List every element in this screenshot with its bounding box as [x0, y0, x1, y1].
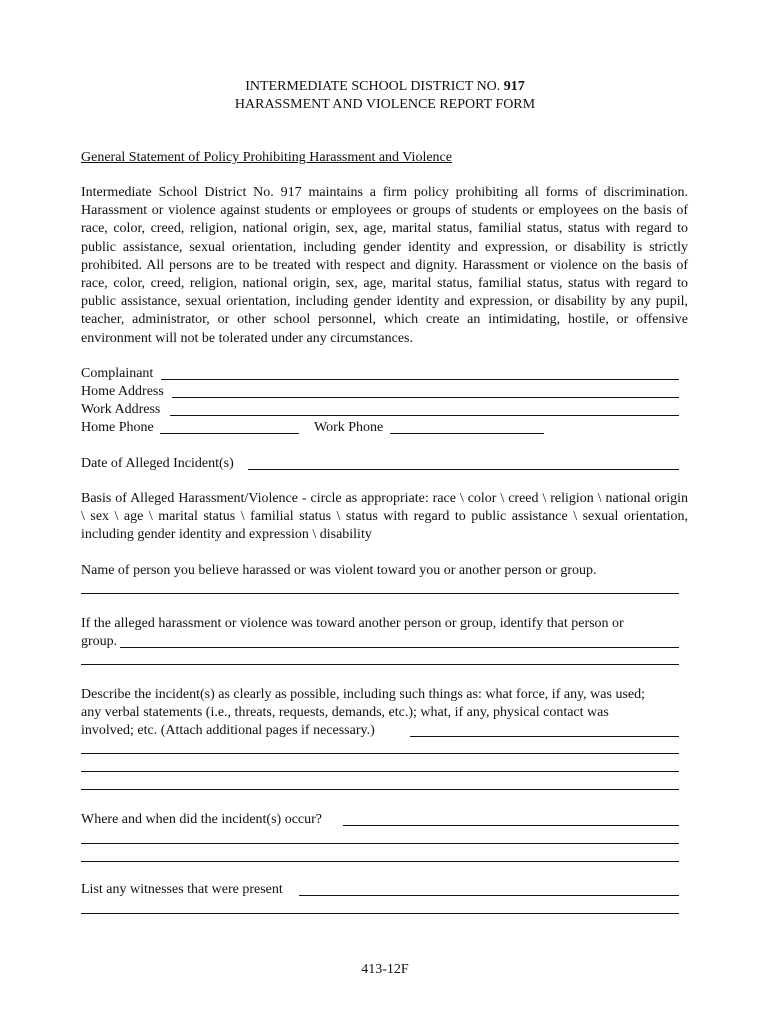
- describe-question-line3: involved; etc. (Attach additional pages if necessary.): [81, 723, 375, 738]
- other-person-field-2[interactable]: [81, 664, 679, 665]
- home-address-label: Home Address: [81, 384, 164, 399]
- work-phone-row: [314, 419, 383, 437]
- other-person-row: [81, 633, 117, 651]
- district-title-prefix: INTERMEDIATE SCHOOL DISTRICT NO.: [245, 79, 501, 94]
- other-person-question-line1: If the alleged harassment or violence was toward another person or group, identify that person or: [81, 616, 624, 631]
- where-when-question: Where and when did the incident(s) occur?: [81, 812, 323, 827]
- home-phone-row: [81, 419, 154, 437]
- basis-question: Basis of Alleged Harassment/Violence - circle as appropriate: race \ color \ creed \ religion \ national origin \ sex \ age \ marital status \ familial status \ status with regard to public assistance \ sexual orientation, including gender identity and expression \ disability: [81, 491, 688, 543]
- witnesses-question: List any witnesses that were present: [81, 882, 283, 897]
- witnesses-field-1[interactable]: [299, 895, 679, 896]
- where-when-row: [81, 811, 322, 829]
- describe-field-3[interactable]: [81, 771, 679, 772]
- work-phone-field[interactable]: [390, 433, 544, 434]
- witnesses-field-2[interactable]: [81, 913, 679, 914]
- describe-field-1[interactable]: [410, 736, 679, 737]
- describe-question-line1: Describe the incident(s) as clearly as possible, including such things as: what force, if any, was used;: [81, 687, 645, 702]
- date-incident-field[interactable]: [248, 469, 679, 470]
- describe-field-4[interactable]: [81, 789, 679, 790]
- name-person-question: Name of person you believe harassed or was violent toward you or another person or group.: [81, 563, 597, 578]
- policy-heading: General Statement of Policy Prohibiting Harassment and Violence: [81, 150, 452, 165]
- form-code: 413-12F: [361, 962, 409, 977]
- date-incident-label: Date of Alleged Incident(s): [81, 456, 234, 471]
- where-when-field-3[interactable]: [81, 861, 679, 862]
- home-phone-label: Home Phone: [81, 420, 154, 435]
- home-address-row: [81, 383, 164, 401]
- where-when-field-1[interactable]: [343, 825, 679, 826]
- work-address-label: Work Address: [81, 402, 161, 417]
- witnesses-row: [81, 881, 283, 899]
- describe-row: [81, 722, 375, 740]
- describe-question-line2: any verbal statements (i.e., threats, requests, demands, etc.); what, if any, physical contact was: [81, 705, 609, 720]
- where-when-field-2[interactable]: [81, 843, 679, 844]
- work-phone-label: Work Phone: [314, 420, 384, 435]
- complainant-label: Complainant: [81, 366, 154, 381]
- district-number: 917: [503, 79, 525, 94]
- form-title: HARASSMENT AND VIOLENCE REPORT FORM: [234, 97, 536, 112]
- complainant-field[interactable]: [161, 379, 679, 380]
- home-phone-field[interactable]: [160, 433, 299, 434]
- district-title: [0, 78, 770, 96]
- work-address-field[interactable]: [170, 415, 679, 416]
- date-incident-row: [81, 455, 234, 473]
- work-address-row: [81, 401, 160, 419]
- policy-statement: Intermediate School District No. 917 maintains a firm policy prohibiting all forms of discrimination. Harassment or violence against students or employees or groups of students or employees on the basis of race, color, creed, religion, national origin, sex, age, marital status, familial status, status with regard to public assistance, sexual orientation, including gender identity and expression, or disability is strictly prohibited. All persons are to be treated with respect and dignity. Harassment or violence on the basis of race, color, creed, religion, national origin, sex, age, marital status, familial status, status with regard to public assistance, sexual orientation, including gender identity and expression, or disability by any pupil, teacher, administrator, or other school personnel, which create an intimidating, hostile, or offensive environment will not be tolerated under any circumstances.: [81, 185, 688, 346]
- name-person-field[interactable]: [81, 593, 679, 594]
- describe-field-2[interactable]: [81, 753, 679, 754]
- other-person-question-line2: group.: [81, 634, 118, 649]
- home-address-field[interactable]: [172, 397, 679, 398]
- other-person-field-1[interactable]: [120, 647, 679, 648]
- complainant-row: [81, 365, 153, 383]
